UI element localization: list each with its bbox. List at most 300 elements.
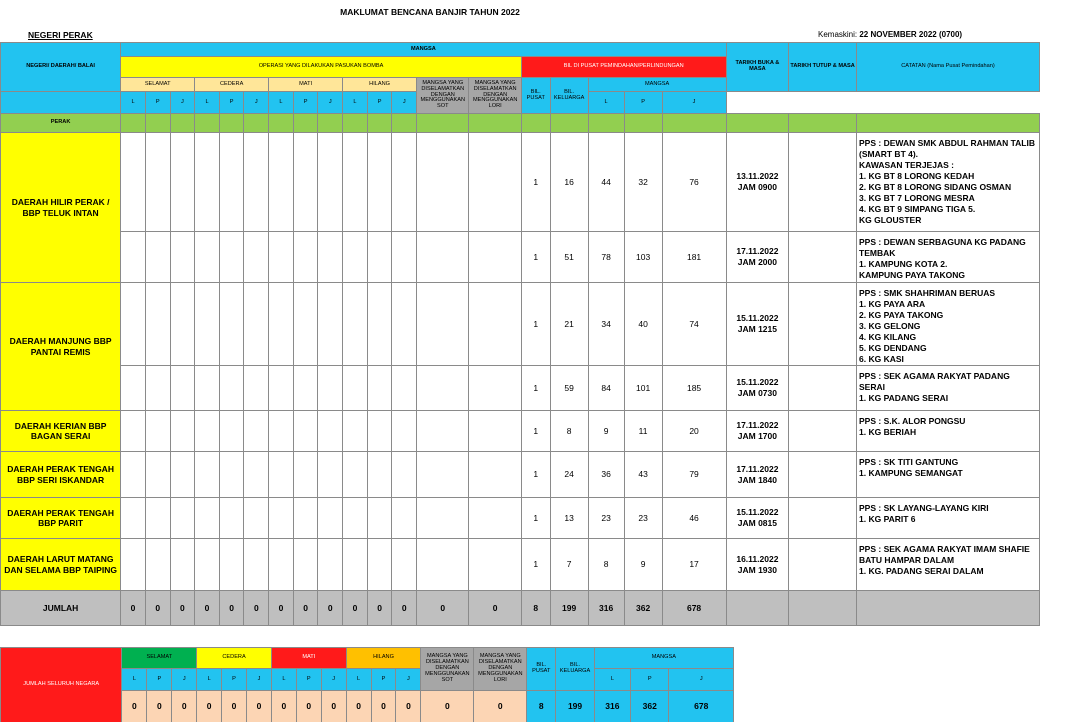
bil-keluarga-value: 51 <box>550 232 588 283</box>
catatan-line: KG GLOUSTER <box>859 215 922 226</box>
summary-hilang-header: HILANG <box>346 648 421 669</box>
ops-cell <box>219 283 244 366</box>
catatan-line: PPS : DEWAN SMK ABDUL RAHMAN TALIB (SMART BT 4). <box>859 138 1035 160</box>
ops-cell <box>269 498 294 539</box>
lpj-header-l: L <box>195 92 220 114</box>
ops-cell <box>318 283 343 366</box>
ops-cell <box>121 366 146 411</box>
summary-mati-header: MATI <box>271 648 346 669</box>
ops-cell <box>121 498 146 539</box>
jumlah-ops-value: 0 <box>318 591 343 626</box>
mangsa-j-value: 76 <box>662 133 726 232</box>
tarikh-buka-date: 13.11.2022 <box>736 170 779 181</box>
state-heading: NEGERI PERAK <box>28 30 93 40</box>
bil-pusat-value: 1 <box>521 283 550 366</box>
summary-lpj-header-j: J <box>172 669 197 691</box>
ops-cell <box>293 232 318 283</box>
summary-ops-value: 0 <box>122 691 147 722</box>
ops-cell <box>244 366 269 411</box>
summary-lpj-header-j: J <box>247 669 272 691</box>
ops-cell <box>318 452 343 498</box>
tarikh-buka-time: JAM 2000 <box>737 257 777 267</box>
summary-cedera-header: CEDERA <box>197 648 272 669</box>
ops-cell <box>170 133 195 232</box>
bil-pusat-header: BIL. PUSAT <box>521 78 550 114</box>
summary-ops-value: 0 <box>296 691 321 722</box>
ops-cell <box>367 539 392 591</box>
catatan-line: 1. KAMPUNG KOTA 2. <box>859 259 948 270</box>
bil-pusat-value: 1 <box>521 133 550 232</box>
operasi-header: OPERASI YANG DILAKUKAN PASUKAN BOMBA <box>121 57 522 78</box>
ops-cell <box>343 452 368 498</box>
ops-cell <box>293 539 318 591</box>
tarikh-buka-date: 15.11.2022 <box>736 377 779 388</box>
tarikh-tutup-cell <box>789 283 857 366</box>
ops-cell <box>367 452 392 498</box>
catatan-line: 1. KG PARIT 6 <box>859 514 916 525</box>
ops-cell <box>219 539 244 591</box>
summary-lpj-header-j: J <box>321 669 346 691</box>
summary-ops-value: 0 <box>247 691 272 722</box>
ops-cell <box>269 452 294 498</box>
bil-pusat-value: 1 <box>521 232 550 283</box>
ops-cell <box>121 452 146 498</box>
jumlah-label: JUMLAH <box>1 591 121 626</box>
ops-cell <box>318 411 343 452</box>
ops-cell <box>170 411 195 452</box>
report-title: MAKLUMAT BENCANA BANJIR TAHUN 2022 <box>340 7 520 17</box>
ops-cell <box>417 411 469 452</box>
tarikh-buka-cell <box>726 366 789 411</box>
area-header-fill <box>1 92 121 114</box>
perak-row-cell <box>145 114 170 133</box>
catatan-cell <box>857 283 1040 366</box>
ops-cell <box>121 232 146 283</box>
ops-cell <box>195 452 220 498</box>
tarikh-tutup-cell <box>789 411 857 452</box>
summary-ops-value: 0 <box>172 691 197 722</box>
perak-row-cell <box>588 114 624 133</box>
tarikh-buka-cell <box>726 452 789 498</box>
perak-row-cell <box>789 114 857 133</box>
summary-mangsa-lpj-header-j: J <box>669 669 734 691</box>
ops-cell <box>170 366 195 411</box>
tarikh-tutup-cell <box>789 133 857 232</box>
ops-cell <box>145 232 170 283</box>
ops-cell <box>219 366 244 411</box>
mangsa-l-value: 34 <box>588 283 624 366</box>
tarikh-buka-date: 15.11.2022 <box>736 507 779 518</box>
perak-row-cell <box>269 114 294 133</box>
ops-cell <box>392 366 417 411</box>
district-name: DAERAH KERIAN BBP BAGAN SERAI <box>1 411 121 452</box>
summary-ops-value: 0 <box>371 691 396 722</box>
updated-label: Kemaskini: <box>818 30 858 39</box>
ops-cell <box>145 283 170 366</box>
ops-cell <box>170 232 195 283</box>
ops-cell <box>244 133 269 232</box>
perak-row-cell <box>550 114 588 133</box>
mangsa-l-value: 8 <box>588 539 624 591</box>
ops-cell <box>417 232 469 283</box>
district-name: DAERAH MANJUNG BBP PANTAI REMIS <box>1 283 121 411</box>
perak-row-cell <box>469 114 521 133</box>
district-row <box>1 498 1040 539</box>
flood-report-table <box>0 42 1040 626</box>
ops-cell <box>469 283 521 366</box>
tarikh-buka-time: JAM 0900 <box>737 182 777 192</box>
catatan-cell <box>857 498 1040 539</box>
mangsa-j-value: 74 <box>662 283 726 366</box>
summary-selamat-header: SELAMAT <box>122 648 197 669</box>
district-name: DAERAH PERAK TENGAH BBP PARIT <box>1 498 121 539</box>
summary-l-value: 316 <box>594 691 630 722</box>
bil-keluarga-value: 21 <box>550 283 588 366</box>
tarikh-buka-date: 17.11.2022 <box>736 420 779 431</box>
ops-cell <box>392 133 417 232</box>
tarikh-buka-cell <box>726 232 789 283</box>
ops-cell <box>121 133 146 232</box>
perak-row-cell <box>417 114 469 133</box>
bil-keluarga-value: 16 <box>550 133 588 232</box>
tarikh-buka-cell <box>726 498 789 539</box>
mangsa-p-value: 32 <box>624 133 662 232</box>
summary-ops-value: 0 <box>396 691 421 722</box>
ops-cell <box>392 539 417 591</box>
jumlah-ops-value: 0 <box>145 591 170 626</box>
ops-cell <box>469 498 521 539</box>
ops-cell <box>367 498 392 539</box>
tarikh-tutup-cell <box>789 232 857 283</box>
mangsa-j-value: 46 <box>662 498 726 539</box>
district-row <box>1 411 1040 452</box>
perak-row-cell <box>367 114 392 133</box>
jumlah-ops-value: 0 <box>367 591 392 626</box>
ops-cell <box>318 498 343 539</box>
catatan-cell <box>857 411 1040 452</box>
bil-pusat-value: 1 <box>521 498 550 539</box>
mangsa-l-value: 36 <box>588 452 624 498</box>
jumlah-ops-value: 0 <box>170 591 195 626</box>
tarikh-buka-cell <box>726 539 789 591</box>
tarikh-tutup-cell <box>789 452 857 498</box>
tarikh-buka-time: JAM 0815 <box>737 518 777 529</box>
district-row <box>1 366 1040 411</box>
district-name: DAERAH HILIR PERAK / BBP TELUK INTAN <box>1 133 121 283</box>
tarikh-buka-time: JAM 1840 <box>737 474 777 485</box>
catatan-cell <box>857 133 1040 232</box>
ops-cell <box>269 283 294 366</box>
ops-cell <box>195 411 220 452</box>
ops-cell <box>121 539 146 591</box>
lpj-header-j: J <box>244 92 269 114</box>
summary-ops-value: 0 <box>147 691 172 722</box>
district-name: DAERAH PERAK TENGAH BBP SERI ISKANDAR <box>1 452 121 498</box>
ops-cell <box>293 411 318 452</box>
mangsa-p-value: 11 <box>624 411 662 452</box>
perak-row-cell <box>195 114 220 133</box>
summary-lpj-header-p: P <box>371 669 396 691</box>
summary-mangsa-lpj-header-l: L <box>594 669 630 691</box>
mangsa-sub-header: MANGSA <box>588 78 726 92</box>
mangsa-p-value: 101 <box>624 366 662 411</box>
summary-pusat-value: 8 <box>527 691 556 722</box>
mangsa-p-value: 43 <box>624 452 662 498</box>
mangsa-j-value: 79 <box>662 452 726 498</box>
summary-p-value: 362 <box>631 691 669 722</box>
catatan-line: PPS : S.K. ALOR PONGSU <box>859 416 966 427</box>
perak-row-cell <box>392 114 417 133</box>
lpj-header-p: P <box>219 92 244 114</box>
lpj-header-j: J <box>170 92 195 114</box>
bil-pusat-value: 1 <box>521 411 550 452</box>
catatan-line: PPS : DEWAN SERBAGUNA KG PADANG TEMBAK <box>859 237 1026 259</box>
summary-lpj-header-l: L <box>122 669 147 691</box>
mangsa-p-value: 9 <box>624 539 662 591</box>
perak-row-cell <box>726 114 789 133</box>
district-name: DAERAH LARUT MATANG DAN SELAMA BBP TAIPING <box>1 539 121 591</box>
tarikh-buka-cell <box>726 133 789 232</box>
bil-keluarga-value: 13 <box>550 498 588 539</box>
ops-cell <box>318 232 343 283</box>
mangsa-l-value: 9 <box>588 411 624 452</box>
district-row <box>1 283 1040 366</box>
perak-row-cell <box>521 114 550 133</box>
ops-cell <box>469 411 521 452</box>
ops-cell <box>195 133 220 232</box>
ops-cell <box>417 133 469 232</box>
summary-bil-pusat-header: BIL. PUSAT <box>527 648 556 691</box>
catatan-line: 5. KG DENDANG <box>859 343 927 354</box>
mangsa-l-value: 84 <box>588 366 624 411</box>
bil-pusat-value: 1 <box>521 366 550 411</box>
catatan-line: 3. KG GELONG <box>859 321 921 332</box>
ops-cell <box>244 283 269 366</box>
perak-row-cell <box>857 114 1040 133</box>
bil-keluarga-header: BIL. KELUARGA <box>550 78 588 114</box>
bil-pusat-group-header: BIL DI PUSAT PEMINDAHAN/PERLINDUNGAN <box>521 57 726 78</box>
ops-cell <box>269 539 294 591</box>
catatan-cell <box>857 539 1040 591</box>
tarikh-buka-time: JAM 1930 <box>737 564 777 575</box>
summary-label: JUMLAH SELURUH NEGARA <box>1 648 122 722</box>
ops-cell <box>293 452 318 498</box>
summary-lpj-header-p: P <box>222 669 247 691</box>
ops-cell <box>469 232 521 283</box>
mangsa-l-value: 78 <box>588 232 624 283</box>
ops-cell <box>219 232 244 283</box>
ops-cell <box>367 133 392 232</box>
jumlah-ops-value: 0 <box>469 591 521 626</box>
ops-cell <box>469 133 521 232</box>
lpj-header-l: L <box>121 92 146 114</box>
catatan-line: PPS : SK TITI GANTUNG <box>859 457 959 468</box>
ops-cell <box>195 498 220 539</box>
catatan-line: 2. KG BT 8 LORONG SIDANG OSMAN <box>859 182 1012 193</box>
summary-ops-value: 0 <box>346 691 371 722</box>
jumlah-empty-cell <box>789 591 857 626</box>
ops-cell <box>269 232 294 283</box>
ops-cell <box>343 539 368 591</box>
ops-cell <box>269 411 294 452</box>
ops-cell <box>170 283 195 366</box>
mangsa-p-value: 103 <box>624 232 662 283</box>
catatan-cell <box>857 366 1040 411</box>
ops-cell <box>392 411 417 452</box>
ops-cell <box>244 452 269 498</box>
ops-cell <box>392 232 417 283</box>
catatan-line: 1. KAMPUNG SEMANGAT <box>859 468 963 479</box>
ops-cell <box>367 411 392 452</box>
district-row <box>1 232 1040 283</box>
mangsa-lpj-header-j: J <box>662 92 726 114</box>
jumlah-ops-value: 0 <box>121 591 146 626</box>
jumlah-p-value: 362 <box>624 591 662 626</box>
summary-mangsa-lpj-header-p: P <box>631 669 669 691</box>
ops-cell <box>343 411 368 452</box>
ops-cell <box>417 283 469 366</box>
mangsa-lpj-header-p: P <box>624 92 662 114</box>
mangsa-j-value: 185 <box>662 366 726 411</box>
jumlah-pusat-value: 8 <box>521 591 550 626</box>
catatan-line: 4. KG KILANG <box>859 332 917 343</box>
catatan-header: CATATAN (Nama Pusat Pemindahan) <box>857 43 1040 92</box>
ops-cell <box>417 498 469 539</box>
perak-row-cell <box>624 114 662 133</box>
summary-ops-value: 0 <box>421 691 474 722</box>
catatan-line: PPS : SEK AGAMA RAKYAT PADANG SERAI <box>859 371 1010 393</box>
summary-ops-value: 0 <box>321 691 346 722</box>
tarikh-buka-date: 16.11.2022 <box>736 553 779 564</box>
perak-row-cell <box>244 114 269 133</box>
bil-pusat-value: 1 <box>521 539 550 591</box>
mangsa-l-value: 44 <box>588 133 624 232</box>
ops-cell <box>145 498 170 539</box>
ops-cell <box>170 452 195 498</box>
jumlah-row <box>1 591 1040 626</box>
national-summary-table <box>0 647 734 722</box>
ops-cell <box>343 366 368 411</box>
ops-cell <box>219 498 244 539</box>
tarikh-buka-time: JAM 0730 <box>737 388 777 399</box>
ops-cell <box>145 366 170 411</box>
hilang-header: HILANG <box>343 78 417 92</box>
perak-row-label: PERAK <box>1 114 121 133</box>
ops-cell <box>293 283 318 366</box>
ops-cell <box>469 452 521 498</box>
lpj-header-j: J <box>318 92 343 114</box>
tarikh-buka-time: JAM 1215 <box>737 324 777 335</box>
ops-cell <box>293 366 318 411</box>
lpj-header-p: P <box>367 92 392 114</box>
ops-cell <box>343 133 368 232</box>
catatan-cell <box>857 452 1040 498</box>
summary-lpj-header-p: P <box>296 669 321 691</box>
summary-mangsa-sot-header: MANGSA YANG DISELAMATKAN DENGAN MENGGUNAKAN SOT <box>421 648 474 691</box>
summary-mangsa-header: MANGSA <box>594 648 733 669</box>
perak-row-cell <box>293 114 318 133</box>
jumlah-keluarga-value: 199 <box>550 591 588 626</box>
jumlah-ops-value: 0 <box>269 591 294 626</box>
jumlah-ops-value: 0 <box>392 591 417 626</box>
jumlah-l-value: 316 <box>588 591 624 626</box>
ops-cell <box>469 366 521 411</box>
jumlah-ops-value: 0 <box>343 591 368 626</box>
perak-row-cell <box>662 114 726 133</box>
tarikh-tutup-cell <box>789 366 857 411</box>
summary-ops-value: 0 <box>197 691 222 722</box>
ops-cell <box>195 539 220 591</box>
summary-lpj-header-j: J <box>396 669 421 691</box>
summary-lpj-header-p: P <box>147 669 172 691</box>
bil-pusat-value: 1 <box>521 452 550 498</box>
jumlah-ops-value: 0 <box>244 591 269 626</box>
ops-cell <box>170 498 195 539</box>
catatan-line: 4. KG BT 9 SIMPANG TIGA 5. <box>859 204 976 215</box>
ops-cell <box>318 133 343 232</box>
jumlah-empty-cell <box>857 591 1040 626</box>
tarikh-buka-date: 17.11.2022 <box>736 245 779 256</box>
ops-cell <box>195 232 220 283</box>
ops-cell <box>244 232 269 283</box>
mangsa-j-value: 20 <box>662 411 726 452</box>
ops-cell <box>417 366 469 411</box>
tarikh-buka-time: JAM 1700 <box>737 431 777 442</box>
updated-value: 22 NOVEMBER 2022 (0700) <box>859 30 963 39</box>
mangsa-lpj-header-l: L <box>588 92 624 114</box>
tarikh-tutup-header: TARIKH TUTUP & MASA <box>789 43 857 92</box>
ops-cell <box>392 283 417 366</box>
summary-ops-value: 0 <box>474 691 527 722</box>
summary-lpj-header-l: L <box>271 669 296 691</box>
mangsa-sot-header: MANGSA YANG DISELAMATKAN DENGAN MENGGUNAKAN SOT <box>417 78 469 114</box>
ops-cell <box>145 452 170 498</box>
mangsa-l-value: 23 <box>588 498 624 539</box>
ops-cell <box>293 498 318 539</box>
ops-cell <box>343 498 368 539</box>
summary-bil-keluarga-header: BIL. KELUARGA <box>556 648 594 691</box>
mati-header: MATI <box>269 78 343 92</box>
summary-j-value: 678 <box>669 691 734 722</box>
ops-cell <box>121 283 146 366</box>
catatan-line: PPS : SEK AGAMA RAKYAT IMAM SHAFIE BATU HAMPAR DALAM <box>859 544 1030 566</box>
ops-cell <box>170 539 195 591</box>
tarikh-buka-date: 15.11.2022 <box>736 313 779 324</box>
ops-cell <box>121 411 146 452</box>
district-row <box>1 539 1040 591</box>
summary-lpj-header-l: L <box>346 669 371 691</box>
jumlah-ops-value: 0 <box>195 591 220 626</box>
jumlah-empty-cell <box>726 591 789 626</box>
mangsa-j-value: 181 <box>662 232 726 283</box>
lpj-header-l: L <box>269 92 294 114</box>
mangsa-header: MANGSA <box>121 43 726 57</box>
tarikh-tutup-cell <box>789 539 857 591</box>
ops-cell <box>269 133 294 232</box>
ops-cell <box>244 411 269 452</box>
updated-stamp <box>818 30 962 39</box>
ops-cell <box>367 366 392 411</box>
tarikh-buka-cell <box>726 283 789 366</box>
jumlah-j-value: 678 <box>662 591 726 626</box>
perak-row-cell <box>343 114 368 133</box>
ops-cell <box>244 539 269 591</box>
perak-row-cell <box>121 114 146 133</box>
mangsa-j-value: 17 <box>662 539 726 591</box>
ops-cell <box>343 232 368 283</box>
jumlah-ops-value: 0 <box>219 591 244 626</box>
tarikh-buka-header: TARIKH BUKA & MASA <box>726 43 789 92</box>
